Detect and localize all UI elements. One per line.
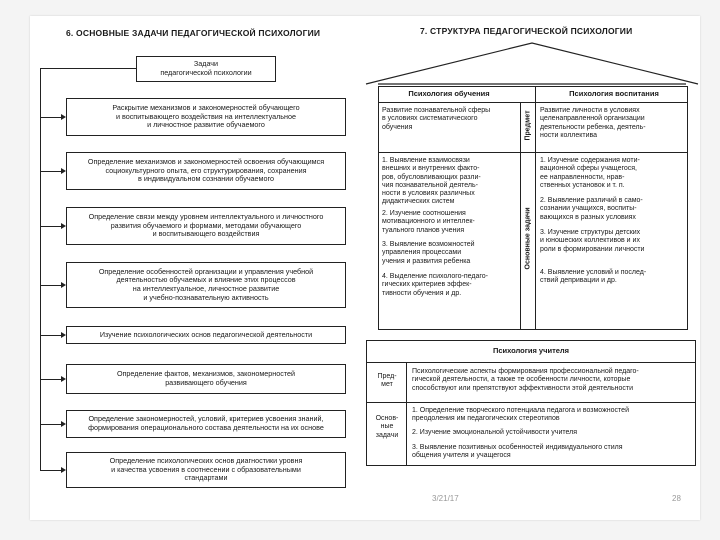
- task-box-2: Определение механизмов и закономерностей освоения обучающимся социокультурного опыта, его структурирования, сохранения в индивидуальном сознании обучаемого: [66, 152, 346, 190]
- teacher-subject: Психологические аспекты формирования профессиональной педаго- гической деятельности, а также те особенности личности, которые способствуют или препятствуют эффективности этой деятельности: [412, 368, 639, 392]
- arrow-icon: [61, 332, 66, 338]
- subject-row-line: [378, 152, 688, 153]
- learning-task-1: 1. Выявление взаимосвязи внешних и внутренних факто- ров, обусловливающих разли- чия познавательной деятель- ности в условиях различных дидактических систем: [382, 157, 481, 206]
- task-connector-1: [40, 117, 62, 118]
- task-connector-4: [40, 285, 62, 286]
- learning-task-2: 2. Изучение соотношения мотивационного и интеллек- туального планов учения: [382, 210, 475, 234]
- teacher-subject-label: Пред- мет: [377, 373, 397, 389]
- upbringing-task-2: 2. Выявление различий в само- сознании учащихся, воспиты- вающихся в разных условиях: [540, 197, 643, 221]
- header-row-line: [378, 102, 688, 103]
- teacher-tasks-label: Основ- ные задачи: [375, 415, 399, 439]
- subject-label: Предмет: [524, 110, 532, 141]
- upbringing-subject: Развитие личности в условиях целенаправленной организации деятельности ребенка, деятель- ности коллектива: [540, 107, 646, 139]
- tasks-root-box: Задачи педагогической психологии: [136, 56, 276, 82]
- root-connector: [40, 68, 136, 69]
- spine-line: [40, 68, 41, 471]
- teacher-task-3: 3. Выявление позитивных особенностей индивидуального стиля общения учителя и учащегося: [412, 444, 623, 460]
- task-connector-8: [40, 470, 62, 471]
- arrow-icon: [61, 223, 66, 229]
- upbringing-task-4: 4. Выявление условий и послед- ствий депривации и др.: [540, 269, 647, 285]
- teacher-subject-line: [366, 402, 696, 403]
- footer-date: 3/21/17: [432, 494, 459, 503]
- upbringing-header: Психология воспитания: [569, 89, 659, 98]
- learning-task-4: 4. Выделение психолого-педаго- гических критериев эффек- тивности обучения и др.: [382, 273, 488, 297]
- task-connector-7: [40, 424, 62, 425]
- task-box-4: Определение особенностей организации и управления учебной деятельностью обучаемых и влияние этих процессов на интеллектуальное, личностное развитие и учебно-познавательную активность: [66, 262, 346, 308]
- table-divider: [535, 86, 536, 330]
- arrow-icon: [61, 467, 66, 473]
- learning-task-3: 3. Выявление возможностей управления процессами учения и развития ребенка: [382, 241, 475, 265]
- upbringing-task-3: 3. Изучение структуры детских и юношеских коллективов и их роли в формировании личности: [540, 229, 645, 253]
- teacher-label-column-line: [406, 362, 407, 466]
- learning-subject: Развитие познавательной сферы в условиях систематического обучения: [382, 107, 491, 131]
- teacher-header: Психология учителя: [492, 346, 570, 355]
- task-connector-2: [40, 171, 62, 172]
- task-box-3: Определение связи между уровнем интеллектуального и личностного развития обучаемого и формами, методами обучающего и воспитывающего воздействия: [66, 207, 346, 245]
- task-connector-6: [40, 379, 62, 380]
- task-box-8: Определение психологических основ диагностики уровня и качества усвоения в соотнесении с образовательными стандартами: [66, 452, 346, 488]
- label-column-line: [520, 102, 521, 330]
- learning-header: Психология обучения: [408, 89, 490, 98]
- teacher-header-line: [366, 362, 696, 363]
- task-connector-3: [40, 226, 62, 227]
- roof-shape: [364, 40, 700, 86]
- arrow-icon: [61, 421, 66, 427]
- teacher-task-2: 2. Изучение эмоциональной устойчивости учителя: [412, 429, 578, 436]
- right-heading: 7. СТРУКТУРА ПЕДАГОГИЧЕСКОЙ ПСИХОЛОГИИ: [420, 26, 633, 36]
- teacher-task-1: 1. Определение творческого потенциала педагога и возможностей преодоления им педагогических стереотипов: [412, 407, 629, 423]
- task-box-6: Определение фактов, механизмов, закономерностей развивающего обучения: [66, 364, 346, 394]
- arrow-icon: [61, 168, 66, 174]
- arrow-icon: [61, 376, 66, 382]
- arrow-icon: [61, 282, 66, 288]
- arrow-icon: [61, 114, 66, 120]
- footer-page-number: 28: [672, 494, 681, 503]
- task-box-5: Изучение психологических основ педагогической деятельности: [66, 326, 346, 344]
- left-heading: 6. ОСНОВНЫЕ ЗАДАЧИ ПЕДАГОГИЧЕСКОЙ ПСИХОЛОГИИ: [66, 28, 321, 38]
- task-connector-5: [40, 335, 62, 336]
- task-box-7: Определение закономерностей, условий, критериев усвоения знаний, формирования операционального состава деятельности на их основе: [66, 410, 346, 438]
- task-box-1: Раскрытие механизмов и закономерностей обучающего и воспитывающего воздействия на интеллектуальное и личностное развитие обучаемого: [66, 98, 346, 136]
- tasks-label: Основные задачи: [524, 207, 532, 270]
- upbringing-task-1: 1. Изучение содержания моти- вационной сферы учащегося, ее направленности, нрав- ственных установок и т. п.: [540, 157, 640, 189]
